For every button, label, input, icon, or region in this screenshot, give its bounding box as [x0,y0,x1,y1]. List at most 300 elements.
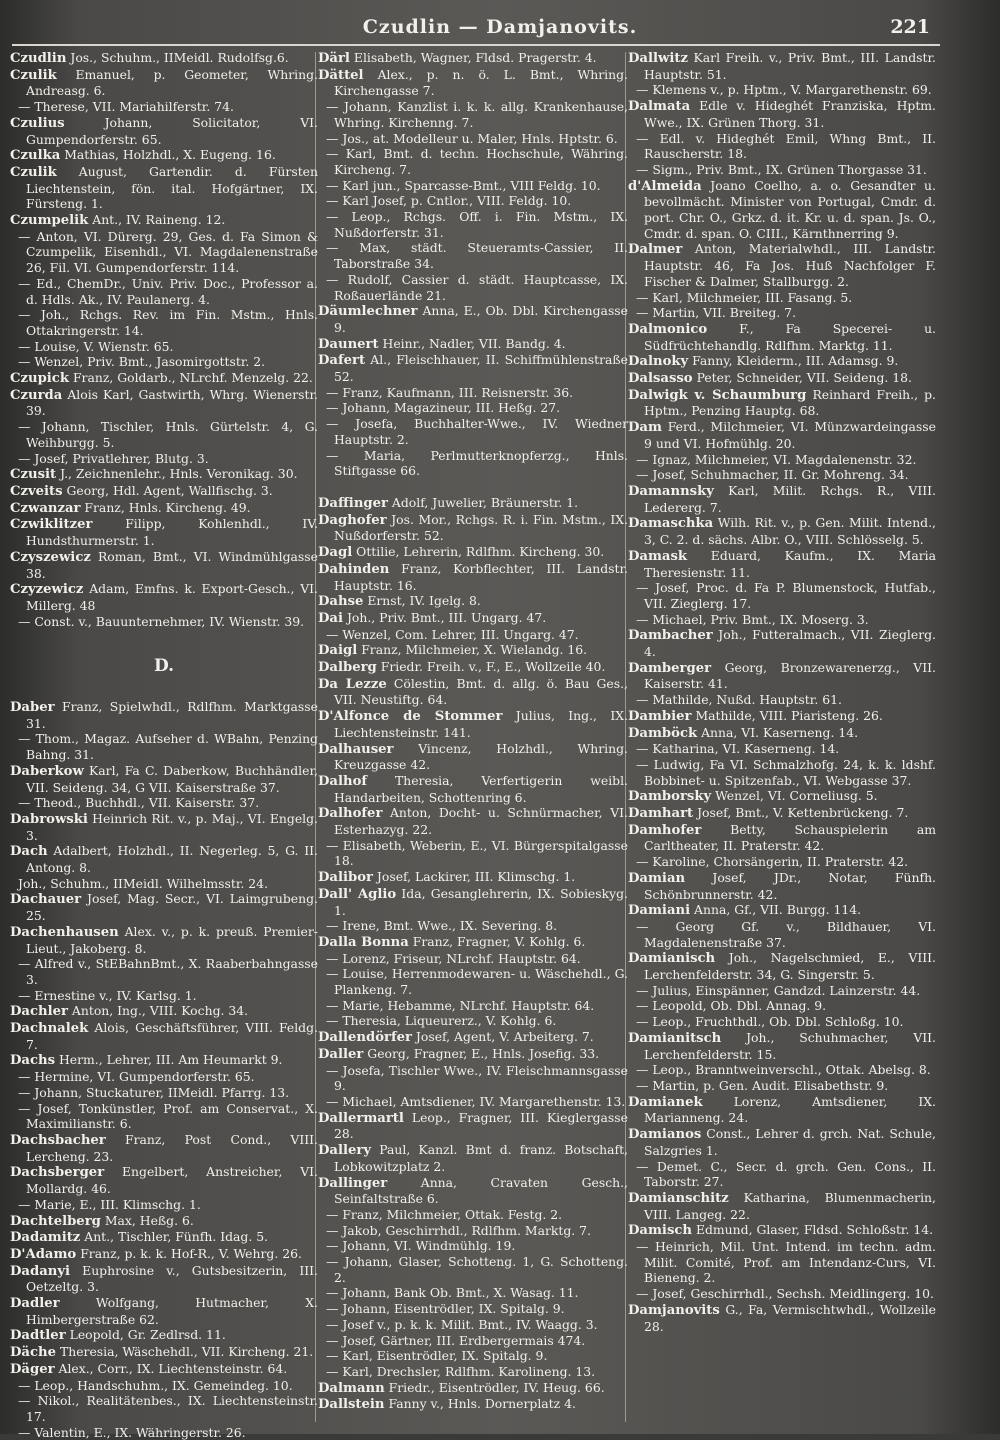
entry-details: — Elisabeth, Weberin, E., VI. Bürgerspitalgasse 18. [326,837,628,869]
entry-details: Fanny, Kleiderm., III. Adamsg. 9. [692,353,899,369]
directory-entry [628,612,936,628]
entry-details: — Karl Josef, p. Cntlor., VIII. Feldg. 10. [326,193,572,209]
entry-details: Heinrich Rit. v., p. Maj., VI. Engelg. 3. [26,810,318,843]
entry-details: — Therese, VII. Mariahilferstr. 74. [18,99,234,115]
entry-details: Alex., p. n. ö. L. Bmt., Whring. Kirchengasse 7. [334,66,628,99]
directory-entry [628,708,936,725]
directory-entry [10,483,318,500]
directory-entry [318,627,628,643]
entry-details: — Josef, Gärtner, III. Erdbergermais 474. [326,1332,586,1348]
entry-surname: D'Adamo [10,1246,77,1262]
directory-entry [10,99,318,115]
entry-surname: Dam [628,420,662,436]
entry-surname: Däger [10,1361,55,1377]
entry-details: Franz, Spielwhdl., Rdlfhm. Marktgasse 31. [26,699,318,731]
entry-surname: Damberger [628,660,712,676]
entry-details: Anna, Gf., VII. Burgg. 114. [694,902,862,918]
directory-entry [318,1063,628,1094]
entry-details: Wenzel, VI. Corneliusg. 5. [715,788,878,804]
directory-entry [318,593,628,610]
directory-entry [10,549,318,581]
entry-details: Anna, VI. Kaserneng. 14. [701,724,859,740]
directory-entry [628,1190,936,1222]
entry-details: Leopold, Gr. Zedlrsd. 11. [69,1327,226,1343]
entry-details: Eduard, Kaufm., IX. Maria Theresienstr. 11. [644,547,936,580]
entry-surname: Dahse [318,594,364,610]
directory-entry [10,339,318,355]
directory-entry [628,902,936,919]
entry-details: — Marie, E., III. Klimschg. 1. [18,1196,201,1212]
directory-entry [318,1175,628,1207]
directory-entry [628,452,936,468]
entry-details: — Joh., Rchgs. Rev. im Fin. Mstm., Hnls. Ottakringerstr. 14. [18,307,318,338]
directory-entry [628,870,936,902]
directory-entry [628,854,936,870]
directory-entry [10,1003,318,1020]
directory-entry [318,951,628,967]
entry-details: Alex. v., p. k. preuß. Premier-Lieut., Jakoberg. 8. [26,923,318,956]
directory-entry [628,1222,936,1239]
entry-details: Georg, Bronzewarenerzg., VII. Kaiserstr. 41. [644,659,936,692]
directory-entry [10,466,318,483]
directory-entry [318,741,628,773]
entry-surname: Czyszewicz [10,549,91,565]
entry-details: Euphrosine v., Gutsbesitzerin, III. Oetzeltg. 3. [26,1262,318,1295]
entry-surname: Dallinger [318,1175,388,1191]
directory-entry [318,416,628,447]
entry-surname: Dalla Bonna [318,934,409,950]
entry-surname: Da Lezze [318,676,387,692]
entry-surname: Daghofer [318,512,387,528]
directory-entry [318,495,628,512]
entry-details: — Johann, Tischler, Hnls. Gürtelstr. 4, G. Weihburgg. 5. [18,419,318,450]
entry-details: Ottilie, Lehrerin, Rdlfhm. Kircheng. 30. [356,544,605,560]
entry-details: Franz, Goldarb., NLrchf. Menzelg. 22. [72,370,313,386]
directory-entry [628,1239,936,1286]
directory-entry [628,660,936,692]
entry-surname: Dalhauser [318,741,394,757]
entry-details: Theresia, Verfertigerin weibl. Handarbeiten, Schottenring 6. [334,772,628,805]
directory-column-1 [10,50,318,1440]
directory-entry [10,115,318,147]
entry-surname: Dachs [10,1053,56,1069]
entry-surname: D'Alfonce de Stommer [318,709,503,725]
entry-surname: Damannsky [628,483,714,499]
entry-details: Mathilde, VIII. Piaristeng. 26. [695,707,883,723]
entry-surname: Damask [628,548,688,564]
entry-details: — Leop., Handschuhm., IX. Gemeindeg. 10. [18,1377,293,1393]
directory-entry [628,1159,936,1190]
directory-entry [628,788,936,805]
directory-entry [10,354,318,370]
entry-surname: Daffinger [318,495,388,511]
directory-entry [628,692,936,708]
entry-details: Franz, Post Cond., VIII. Lercheng. 23. [26,1132,318,1164]
entry-details: Franz, Milchmeier, X. Wielandg. 16. [361,642,588,658]
entry-details: Peter, Schneider, VII. Seideng. 18. [696,370,912,386]
entry-details: Georg, Fragner, E., Hnls. Josefig. 33. [367,1045,600,1061]
entry-details: Karl, Milit. Rchgs. R., VIII. Ledererg. 7. [644,482,936,515]
entry-details: Alex., Corr., IX. Liechtensteinstr. 64. [58,1360,288,1376]
directory-entry [10,387,318,419]
directory-entry [10,1344,318,1361]
directory-entry [628,548,936,580]
entry-details: — Johann, Kanzlist i. k. k. allg. Krankenhause, Whring. Kirchenng. 7. [326,99,628,130]
entry-details: — Josef, Privatlehrer, Blutg. 3. [18,450,209,466]
entry-details: Jos., Schuhm., IIMeidl. Rudolfsg.6. [70,50,289,65]
entry-details: Joh., Priv. Bmt., III. Ungarg. 47. [346,609,547,625]
entry-surname: Dachsberger [10,1165,105,1181]
directory-entry [318,886,628,918]
entry-surname: Dättel [318,67,364,83]
entry-details: Joh., Schuhmacher, VII. Lerchenfelderstr. 15. [644,1029,936,1062]
directory-entry [10,1393,318,1424]
directory-entry [10,1213,318,1230]
entry-surname: Dallermartl [318,1110,404,1126]
directory-entry [318,659,628,676]
directory-entry [10,1052,318,1069]
directory-entry [10,370,318,387]
directory-entry [318,676,628,708]
directory-entry [10,1229,318,1246]
directory-entry [10,876,318,892]
directory-entry [10,811,318,843]
entry-surname: Czyzewicz [10,582,84,598]
directory-entry [318,1110,628,1142]
entry-surname: Daberkow [10,763,84,779]
entry-details: — Valentin, E., IX. Währingerstr. 26. [18,1424,246,1440]
entry-details: — Martin, VII. Breiteg. 7. [636,305,797,321]
directory-entry [628,162,936,178]
entry-details: Jos. Mor., Rchgs. R. i. Fin. Mstm., IX. Nußdorferstr. 52. [334,511,628,544]
entry-surname: Czulik [10,164,57,180]
section-letter: D. [153,656,175,677]
entry-details: — Hermine, VI. Gumpendorferstr. 65. [18,1069,255,1085]
entry-details: — Louise, Herrenmodewaren- u. Wäschehdl., G. Plankeng. 7. [326,966,628,998]
entry-surname: Dallstein [318,1397,385,1413]
entry-details: Joh., Nagelschmied, E., VIII. Lerchenfelderstr. 34, G. Singerstr. 5. [644,950,936,983]
entry-details: — Thom., Magaz. Aufseher d. WBahn, Penzing Bahng. 31. [18,731,318,763]
entry-surname: Damianek [628,1094,703,1110]
entry-surname: Dalnoky [628,354,689,370]
directory-entry [318,193,628,209]
entry-details: — Ernestine v., IV. Karlsg. 1. [18,987,197,1003]
directory-entry [628,1094,936,1126]
directory-entry [628,950,936,982]
entry-details: — Theresia, Liqueurerz., V. Kohlg. 6. [326,1013,557,1029]
directory-entry [10,276,318,307]
directory-entry [628,98,936,130]
directory-entry [10,891,318,923]
directory-entry [318,385,628,401]
entry-details: — Josef, Geschirrhdl., Sechsh. Meidlingerg. 10. [636,1286,934,1302]
entry-details: — Jos., at. Modelleur u. Maler, Hnls. Hptstr. 6. [326,130,618,146]
directory-entry [318,303,628,335]
directory-entry [318,561,628,593]
directory-entry [628,998,936,1014]
entry-surname: Däche [10,1345,56,1361]
directory-entry [628,387,936,419]
directory-entry [10,451,318,467]
directory-entry [628,131,936,162]
directory-entry [10,1263,318,1295]
directory-entry [628,1014,936,1030]
entry-surname: Czwanzar [10,500,81,516]
entry-details: Adolf, Juwelier, Bräunerstr. 1. [391,494,579,510]
entry-details: — Const. v., Bauunternehmer, IV. Wienstr. 39. [18,613,305,629]
entry-details: Betty, Schauspielerin am Carltheater, II. Praterstr. 42. [644,821,936,854]
entry-surname: Czveits [10,483,63,499]
directory-entry [318,1285,628,1301]
directory-entry [10,50,318,67]
entry-details: — Leop., Branntweinverschl., Ottak. Abelsg. 8. [636,1062,931,1078]
entry-details: Franz, Hnls. Kircheng. 49. [84,499,251,515]
directory-entry [10,1425,318,1440]
entry-surname: Dalibor [318,870,373,886]
entry-surname: Damjanovits [628,1302,720,1318]
entry-details: Theresia, Wäschehdl., VII. Kircheng. 21. [59,1344,314,1360]
entry-details: — Martin, p. Gen. Audit. Elisabethstr. 9. [636,1078,889,1093]
directory-entry [628,983,936,999]
entry-details: — Wenzel, Priv. Bmt., Jasomirgottstr. 2. [18,354,266,370]
entry-details: — Leop., Rchgs. Off. i. Fin. Mstm., IX. Nußdorferstr. 31. [326,209,628,240]
directory-entry [318,934,628,951]
entry-details: — Demet. C., Secr. d. grch. Gen. Cons., II. Taborstr. 27. [636,1158,936,1190]
entry-details: Franz, p. k. k. Hof-R., V. Wehrg. 26. [80,1245,302,1261]
entry-details: Edmund, Glaser, Fldsd. Schloßstr. 14. [695,1222,934,1238]
entry-surname: Dachauer [10,892,82,908]
entry-surname: Damianisch [628,951,716,967]
directory-entry [628,370,936,387]
entry-details: — Johann, VI. Windmühlg. 19. [326,1238,516,1254]
entry-details: Franz, Korbflechter, III. Landstr. Hauptstr. 16. [334,560,628,593]
directory-entry [10,419,318,450]
directory-entry [318,178,628,194]
directory-entry [10,307,318,338]
entry-details: Edle v. Hideghét Franziska, Hptm. Wwe., IX. Grünen Thorg. 31. [644,98,936,130]
entry-details: Ida, Gesanglehrerin, IX. Sobieskyg. 1. [334,885,628,918]
directory-entry [318,1348,628,1364]
entry-details: — Lorenz, Friseur, NLrchf. Hauptstr. 64. [326,950,581,966]
entry-surname: Damhofer [628,822,702,838]
entry-details: Roman, Bmt., VI. Windmühlgasse 38. [26,548,318,581]
directory-entry [318,544,628,561]
directory-entry [318,400,628,416]
entry-details: — Katharina, VI. Kaserneng. 14. [636,741,840,757]
entry-surname: Czumpelik [10,213,89,229]
entry-details: — Klemens v., p. Hptm., V. Margarethenstr. 69. [636,82,932,98]
directory-entry [10,581,318,613]
directory-entry [10,516,318,548]
directory-entry [318,1094,628,1110]
directory-entry [628,321,936,353]
directory-entry [10,1246,318,1263]
entry-details: — Rudolf, Cassier d. städt. Hauptcasse, IX. Roßauerlände 21. [326,271,628,303]
entry-details: — Mathilde, Nußd. Hauptstr. 61. [636,692,842,708]
entry-surname: Damiani [628,903,691,919]
entry-surname: Czulius [10,115,65,131]
entry-details: — Marie, Hebamme, NLrchf. Hauptstr. 64. [326,997,595,1013]
directory-entry [318,642,628,659]
directory-entry [318,336,628,353]
entry-details: Reinhard Freih., p. Hptm., Penzing Hauptg. 68. [644,386,936,419]
entry-details: August, Gartendir. d. Fürsten Liechtenstein, fön. ital. Hofgärtner, IX. Fürsteng. 1. [26,163,318,212]
entry-surname: Dafert [318,353,366,369]
entry-details: — Josef, Schuhmacher, II. Gr. Mohreng. 34. [636,467,909,483]
entry-details: G., Fa, Vermischtwhdl., Wollzeile 28. [644,1301,936,1334]
directory-entry [318,448,628,479]
entry-details: — Karl, Eisentrödler, IX. Spitalg. 9. [326,1348,548,1364]
entry-details: Adalbert, Holzhdl., II. Negerleg. 5, G. II. Antong. 8. [26,843,318,876]
entry-surname: Dalhofer [318,806,383,822]
entry-surname: Däumlechner [318,304,418,320]
directory-entry [318,1333,628,1349]
entry-details: — Karl, Drechsler, Rdlfhm. Karolineng. 13. [326,1363,596,1379]
page-number: 221 [890,16,930,38]
running-head: Czudlin — Damjanovits. [362,16,638,38]
entry-surname: Dadamitz [10,1230,81,1246]
directory-entry [10,795,318,811]
entry-surname: Dalmata [628,99,691,115]
entry-details: — Franz, Milchmeier, Ottak. Festg. 2. [326,1206,563,1222]
directory-column-2 [318,50,628,1428]
entry-surname: Dabrowski [10,811,88,827]
entry-details: — Leopold, Ob. Dbl. Annag. 9. [636,998,827,1014]
entry-details: — Jakob, Geschirrhdl., Rdlfhm. Marktg. 7. [326,1222,592,1238]
entry-details: Max, Heßg. 6. [104,1212,194,1228]
directory-entry [628,1062,936,1078]
entry-details: — Karoline, Chorsängerin, II. Praterstr. 42. [636,854,909,870]
entry-details: Elisabeth, Wagner, Fldsd. Pragerstr. 4. [353,50,597,65]
directory-entry [10,164,318,212]
entry-details: — Josefa, Buchhalter-Wwe., IV. Wiedner Hauptstr. 2. [326,416,628,447]
entry-details: Karl, Fa C. Daberkow, Buchhändler, VII. Seideng. 34, G VII. Kaiserstraße 37. [26,762,318,795]
entry-details: — Wenzel, Com. Lehrer, III. Ungarg. 47. [326,626,579,642]
entry-details: — Julius, Einspänner, Gandzd. Lainzerstr. 44. [636,982,921,998]
entry-surname: Daunert [318,336,379,352]
directory-entry [10,1164,318,1196]
entry-details: Cölestin, Bmt. d. allg. ö. Bau Ges., VII. Neustiftg. 64. [334,675,628,708]
directory-entry [628,741,936,757]
directory-entry [628,50,936,82]
directory-entry [318,1396,628,1413]
directory-entry [318,99,628,130]
directory-entry [628,822,936,854]
entry-surname: Dalberg [318,660,377,676]
directory-entry [318,838,628,869]
entry-surname: Dallery [318,1143,372,1159]
entry-surname: Därl [318,51,350,66]
entry-details: — Johann, Bank Ob. Bmt., X. Wasag. 11. [326,1285,579,1301]
entry-surname: Dadanyi [10,1263,71,1279]
entry-details: Vincenz, Holzhdl., Whring. Kreuzgasse 42. [334,740,628,773]
entry-details: Leop., Fragner, III. Kieglergasse 28. [334,1109,628,1142]
directory-entry [10,212,318,229]
entry-details: Joh., Schuhm., IIMeidl. Wilhelmsstr. 24. [18,875,269,891]
directory-entry [318,50,628,67]
entry-details: Katharina, Blumenmacherin, VIII. Langeg. 22. [644,1189,936,1222]
directory-entry [10,1378,318,1394]
entry-surname: Damian [628,870,686,886]
entry-surname: Czupick [10,371,69,387]
directory-entry [318,1223,628,1239]
entry-surname: Damianitsch [628,1030,722,1046]
entry-details: — Josefa, Tischler Wwe., IV. Fleischmannsgasse 9. [326,1062,628,1094]
directory-entry [318,998,628,1014]
directory-entry [10,924,318,956]
directory-entry [628,515,936,547]
directory-entry [10,500,318,517]
directory-entry [10,1295,318,1327]
entry-surname: Damborsky [628,789,712,805]
entry-details: Josef, Mag. Secr., VI. Laimgrubeng. 25. [26,891,318,924]
directory-entry [628,419,936,451]
directory-entry [628,353,936,370]
directory-entry [628,1078,936,1094]
directory-entry [10,1327,318,1344]
entry-details: — Nikol., Realitätenbes., IX. Liechtensteinstr. 17. [18,1393,318,1424]
directory-entry [318,1301,628,1317]
entry-details: Alois, Geschäftsführer, VIII. Feldg. 7. [26,1020,318,1052]
entry-details: F., Fa Specerei- u. Südfrüchtehandlg. Rdlfhm. Marktg. 11. [644,320,936,353]
directory-entry [10,843,318,875]
entry-surname: Dahinden [318,561,390,577]
page-header [0,12,1000,48]
entry-gap [318,479,628,495]
entry-details: — Edl. v. Hideghét Emil, Whng Bmt., II. Rauscherstr. 18. [636,130,936,162]
entry-surname: Dalwigk v. Schaumburg [628,387,807,403]
entry-details: Anton, Docht- u. Schnürmacher, VI. Esterhazyg. 22. [334,805,628,838]
directory-entry [628,1030,936,1062]
entry-surname: Czudlin [10,51,67,66]
entry-surname: Dachtelberg [10,1213,101,1229]
directory-entry [318,512,628,544]
entry-details: — Franz, Kaufmann, III. Reisnerstr. 36. [326,384,574,400]
directory-entry [628,627,936,659]
entry-surname: Daber [10,700,55,716]
entry-details: — Johann, Glaser, Schotteng. 1, G. Schotteng. 2. [326,1254,628,1285]
entry-details: J., Zeichnenlehr., Hnls. Veronikag. 30. [60,466,298,482]
directory-entry [318,1238,628,1254]
entry-details: — Alfred v., StEBahnBmt., X. Raaberbahngasse 3. [18,956,318,987]
entry-details: — Georg Gf. v., Bildhauer, VI. Magdalenenstraße 37. [636,918,936,950]
entry-surname: Dalhof [318,773,368,789]
entry-surname: Dadtler [10,1328,66,1344]
entry-surname: Daigl [318,643,358,659]
header-rule [12,44,940,46]
directory-entry [628,1126,936,1158]
directory-entry [628,241,936,289]
directory-entry [628,919,936,950]
entry-surname: Damisch [628,1223,692,1239]
entry-details: — Michael, Priv. Bmt., IX. Moserg. 3. [636,611,869,627]
entry-surname: Dambacher [628,628,713,644]
entry-details: — Josef, Proc. d. Fa P. Blumenstock, Hutfab., VII. Zieglerg. 17. [636,580,936,611]
directory-entry [318,1046,628,1063]
entry-surname: Dadler [10,1296,60,1312]
entry-surname: Damaschka [628,516,714,532]
directory-entry [318,708,628,740]
directory-entry [318,1364,628,1380]
entry-surname: Dallwitz [628,51,688,66]
directory-entry [10,699,318,731]
directory-entry [318,918,628,934]
entry-details: Lorenz, Amtsdiener, IX. Marianneng. 24. [644,1093,936,1126]
entry-details: Josef, Bmt., V. Kettenbrückeng. 7. [697,805,909,821]
entry-surname: Dambier [628,708,692,724]
directory-entry [318,131,628,147]
entry-details: Joano Coelho, a. o. Gesandter u. bevollmächt. Minister von Portugal, Cmdr. d. port. Chr. O., Grkz. d. it. Kr. u. d. span. Js. O., Cmdr. d. span. O. CIII., Kärnthnerring 9. [644,177,936,241]
